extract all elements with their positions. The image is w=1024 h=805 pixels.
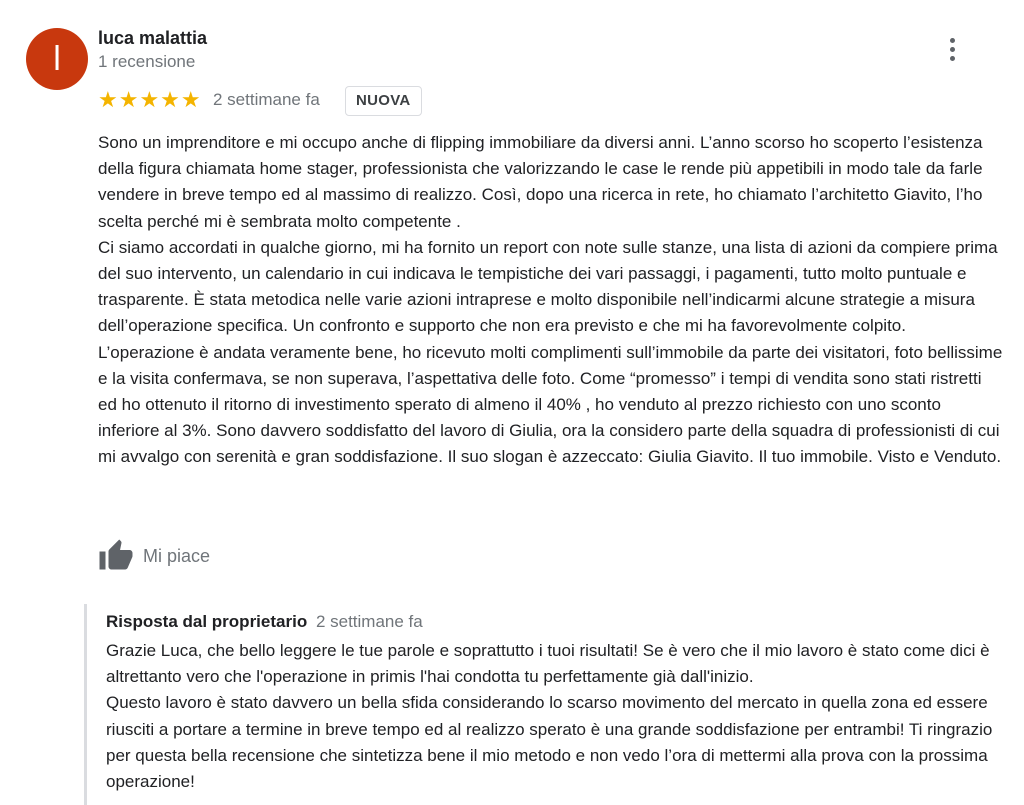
more-options-icon[interactable]	[944, 38, 960, 64]
review-text	[98, 130, 1003, 471]
reply-time: 2 settimane fa	[315, 612, 423, 631]
new-badge: NUOVA	[345, 86, 422, 116]
reply-text	[106, 638, 1006, 795]
thumbs-up-icon	[98, 538, 134, 574]
reply-header	[106, 612, 423, 632]
avatar[interactable]: l	[26, 28, 88, 90]
star-rating: ★★★★★	[98, 87, 202, 112]
reply-paragraph: Questo lavoro è stato davvero un bella sfida considerando lo scarso movimento del mercato in quella zona ed essere riusciti a portare a termine in breve tempo ed al realizzo sperato è una grande soddisfazione per entrambi! Ti ringrazio per questa bella recensione che sintetizza bene il mio metodo e non vedo l’ora di mettermi alla prova con la prossima operazione!	[106, 693, 993, 792]
reply-paragraph: Grazie Luca, che bello leggere le tue parole e soprattutto i tuoi risultati! Se è vero che il mio lavoro è stato come dici è altrettanto vero che l'operazione in primis l'hai condotta tu perfettamente già dall'inizio.	[106, 641, 990, 687]
review-paragraph: L’operazione è andata veramente bene, ho ricevuto molti complimenti sull’immobile da parte dei visitatori, foto bellissime e la visita confermava, se non superava, l’aspettativa delle foto. Come “promesso” i tempi di vendita sono stati ristretti ed ho ottenuto il ritorno di investimento sperato di almeno il 40% , ho venduto al prezzo richiesto con uno sconto inferiore al 3%. Sono davvero soddisfatto del lavoro di Giulia, ora la considero parte della squadra di professionisti di cui mi avvalgo con serenità e gran soddisfazione. Il suo slogan è azzeccato: Giulia Giavito. Il tuo immobile. Visto e Venduto.	[98, 342, 1003, 467]
review-paragraph: Sono un imprenditore e mi occupo anche di flipping immobiliare da diversi anni. L’anno scorso ho scoperto l’esistenza della figura chiamata home stager, professionista che valorizzando le case le rende più appetibili in modo tale da farle vendere in breve tempo ed al massimo di realizzo. Così, dopo una ricerca in rete, ho chiamato l’architetto Giavito, l’ho scelta perché mi è sembrata molto competente .	[98, 133, 983, 231]
like-label: Mi piace	[143, 545, 211, 566]
reply-owner-label: Risposta dal proprietario	[106, 612, 308, 631]
owner-reply	[84, 604, 1007, 805]
author-name[interactable]: luca malattia	[98, 28, 208, 48]
review-paragraph: Ci siamo accordati in qualche giorno, mi ha fornito un report con note sulle stanze, una lista di azioni da compiere prima del suo intervento, un calendario in cui indicava le tempistiche dei vari passaggi, i pagamenti, tutto molto puntuale e trasparente. È stata metodica nelle varie azioni intraprese e molto disponibile nell’indicarmi alcune strategie a misura dell’operazione specifica. Un confronto e supporto che non era previsto e che mi ha favorevolmente colpito.	[98, 237, 998, 336]
review-count: 1 recensione	[98, 52, 196, 71]
like-button[interactable]	[98, 538, 210, 574]
review-time: 2 settimane fa	[213, 90, 320, 109]
